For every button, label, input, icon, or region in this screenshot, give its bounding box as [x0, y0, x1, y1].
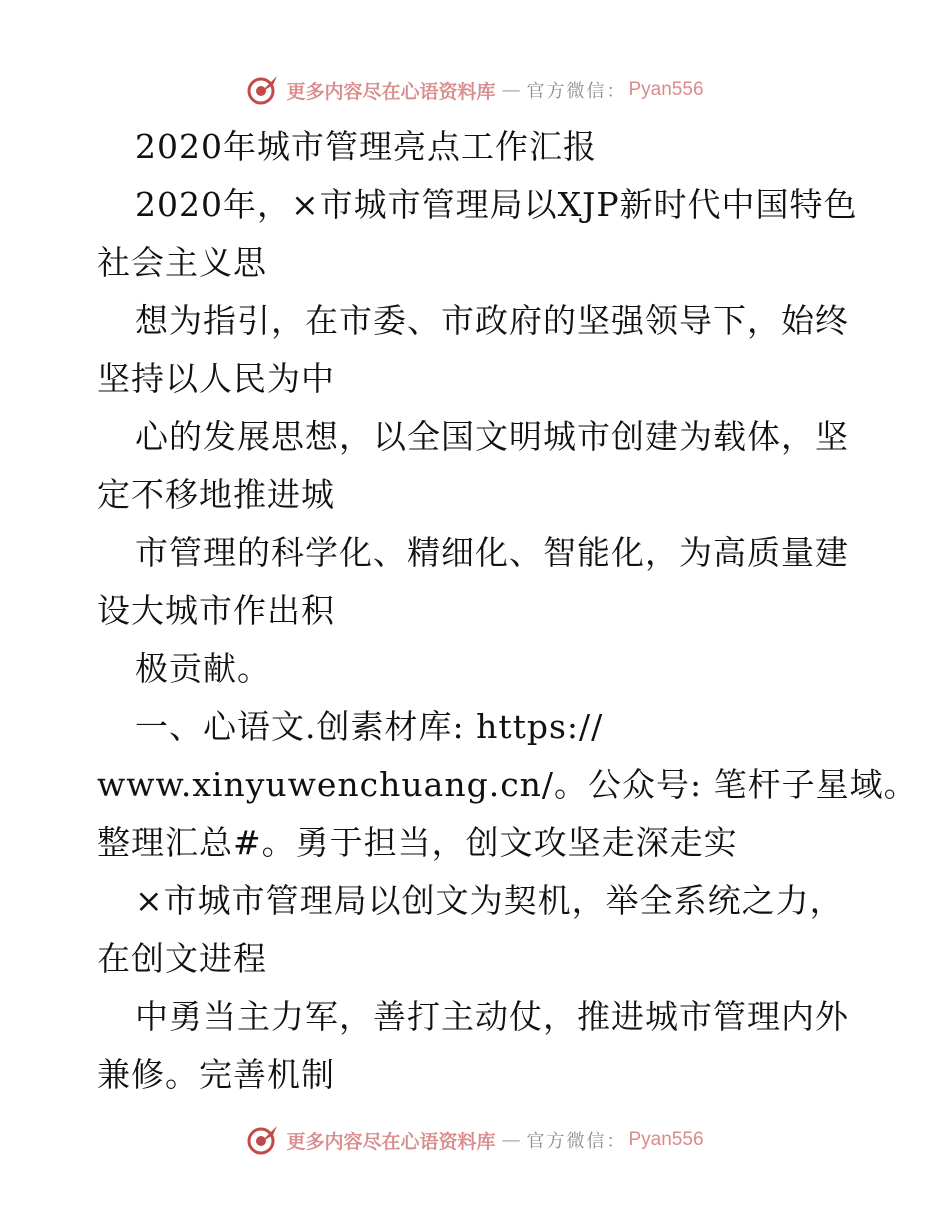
text-line: 社会主义思 [97, 243, 267, 282]
watermark-brand: 更多内容尽在心语资料库 [286, 1130, 496, 1153]
text-line: 设大城市作出积 [97, 591, 335, 630]
text-line: 坚持以人民为中 [97, 359, 335, 398]
text-line: 在创文进程 [97, 939, 267, 978]
text-line: 2020年城市管理亮点工作汇报 [135, 127, 597, 166]
watermark-id: Pyan556 [628, 1129, 704, 1150]
text-line: 定不移地推进城 [97, 475, 335, 514]
feather-logo-icon [246, 73, 280, 107]
footer-watermark [0, 1122, 950, 1158]
watermark-dash: — [501, 1129, 521, 1151]
text-line: 整理汇总#。勇于担当，创文攻坚走深走实 [97, 823, 738, 862]
text-line: 心的发展思想，以全国文明城市创建为载体，坚 [135, 417, 849, 456]
feather-logo-icon [246, 1123, 280, 1157]
watermark-dash: — [501, 79, 521, 101]
text-line: ×市城市管理局以创文为契机，举全系统之力， [135, 881, 844, 920]
document-body [97, 118, 918, 1104]
text-line: 中勇当主力军，善打主动仗，推进城市管理内外 [135, 997, 849, 1036]
watermark-id: Pyan556 [628, 79, 704, 100]
text-line: 一、心语文.创素材库: https:// [135, 707, 604, 746]
text-line: 市管理的科学化、精细化、智能化，为高质量建 [135, 533, 849, 572]
watermark-brand: 更多内容尽在心语资料库 [286, 80, 496, 103]
text-line: 想为指引，在市委、市政府的坚强领导下，始终 [135, 301, 849, 340]
header-watermark [0, 72, 950, 108]
text-line: www.xinyuwenchuang.cn/。公众号: 笔杆子星域。 [97, 765, 918, 804]
text-line: 极贡献。 [135, 649, 271, 688]
watermark-label: 官方微信： [526, 1131, 627, 1152]
text-line: 2020年，×市城市管理局以XJP新时代中国特色 [135, 185, 858, 224]
watermark-label: 官方微信： [526, 81, 627, 102]
text-line: 兼修。完善机制 [97, 1055, 335, 1094]
